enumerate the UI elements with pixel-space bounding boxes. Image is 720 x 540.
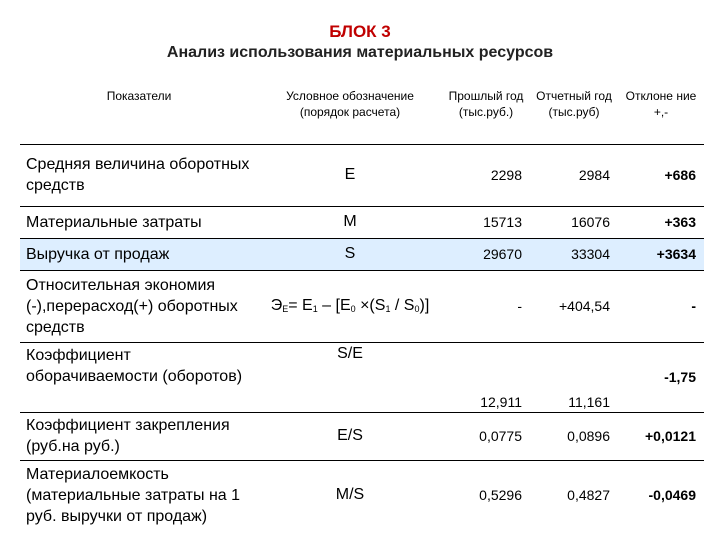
block-subtitle: Анализ использования материальных ресурсов	[166, 44, 554, 61]
row-deviation: +3634	[618, 238, 704, 270]
row-deviation: +686	[664, 167, 696, 183]
table-row	[20, 270, 704, 342]
header-notation: Условное обозначение (порядок расчета)	[286, 89, 414, 119]
row-report: 2984	[578, 167, 610, 183]
header-report-year: Отчетный год (тыс.руб)	[536, 89, 612, 119]
row-deviation: -	[691, 298, 696, 314]
table-row	[20, 206, 704, 238]
row-report: 16076	[571, 214, 610, 230]
row-deviation: +0,0121	[645, 428, 696, 444]
table-row	[20, 412, 704, 460]
row-indicator: Относительная экономия (-),перерасход(+) оборотных средств	[26, 276, 238, 336]
row-report: 33304	[530, 238, 618, 270]
header-prev-year: Прошлый год (тыс.руб.)	[448, 89, 524, 119]
row-indicator: Средняя величина оборотных средств	[26, 156, 250, 194]
table-row	[20, 144, 704, 206]
row-prev: 0,5296	[479, 487, 522, 504]
row-indicator: Выручка от продаж	[20, 238, 258, 270]
row-deviation: -1,75	[664, 369, 696, 385]
row-prev: -	[517, 298, 522, 314]
row-indicator: Материальные затраты	[26, 213, 202, 231]
row-notation: E/S	[337, 427, 363, 444]
row-notation: М	[343, 213, 357, 230]
row-prev: 12,911	[480, 393, 522, 410]
row-notation: Е	[344, 166, 356, 183]
row-notation: M/S	[335, 486, 365, 504]
row-report: 0,0896	[567, 428, 610, 444]
row-notation: S/E	[337, 344, 363, 362]
row-deviation: -0,0469	[648, 487, 696, 504]
row-deviation: +363	[664, 214, 696, 230]
table-row	[20, 460, 704, 530]
row-prev: 2298	[490, 167, 522, 183]
economy-formula: $Э_Е= E_1 - [E_0 \times(S_1 / S_0)]$	[270, 297, 430, 314]
row-prev: 0,0775	[479, 428, 522, 444]
row-report: 11,161	[568, 393, 610, 410]
analysis-table	[20, 82, 704, 530]
row-report: 0,4827	[567, 487, 610, 504]
row-prev: 15713	[483, 214, 522, 230]
header-deviation: Отклоне ние +,-	[625, 89, 697, 119]
row-report: +404,54	[559, 298, 610, 314]
table-row-highlighted	[20, 238, 704, 270]
table-header-row	[20, 82, 704, 144]
row-indicator: Коэффициент закрепления (руб.на руб.)	[26, 417, 230, 455]
header-indicators: Показатели	[106, 89, 172, 103]
block-title: БЛОК 3	[329, 22, 391, 41]
row-prev: 29670	[442, 238, 530, 270]
row-indicator: Коэффициент оборачиваемости (оборотов)	[26, 346, 243, 385]
table-row	[20, 342, 704, 412]
row-notation: S	[258, 238, 442, 270]
row-indicator: Материалоемкость (материальные затраты на 1 руб. выручки от продаж)	[26, 465, 241, 525]
